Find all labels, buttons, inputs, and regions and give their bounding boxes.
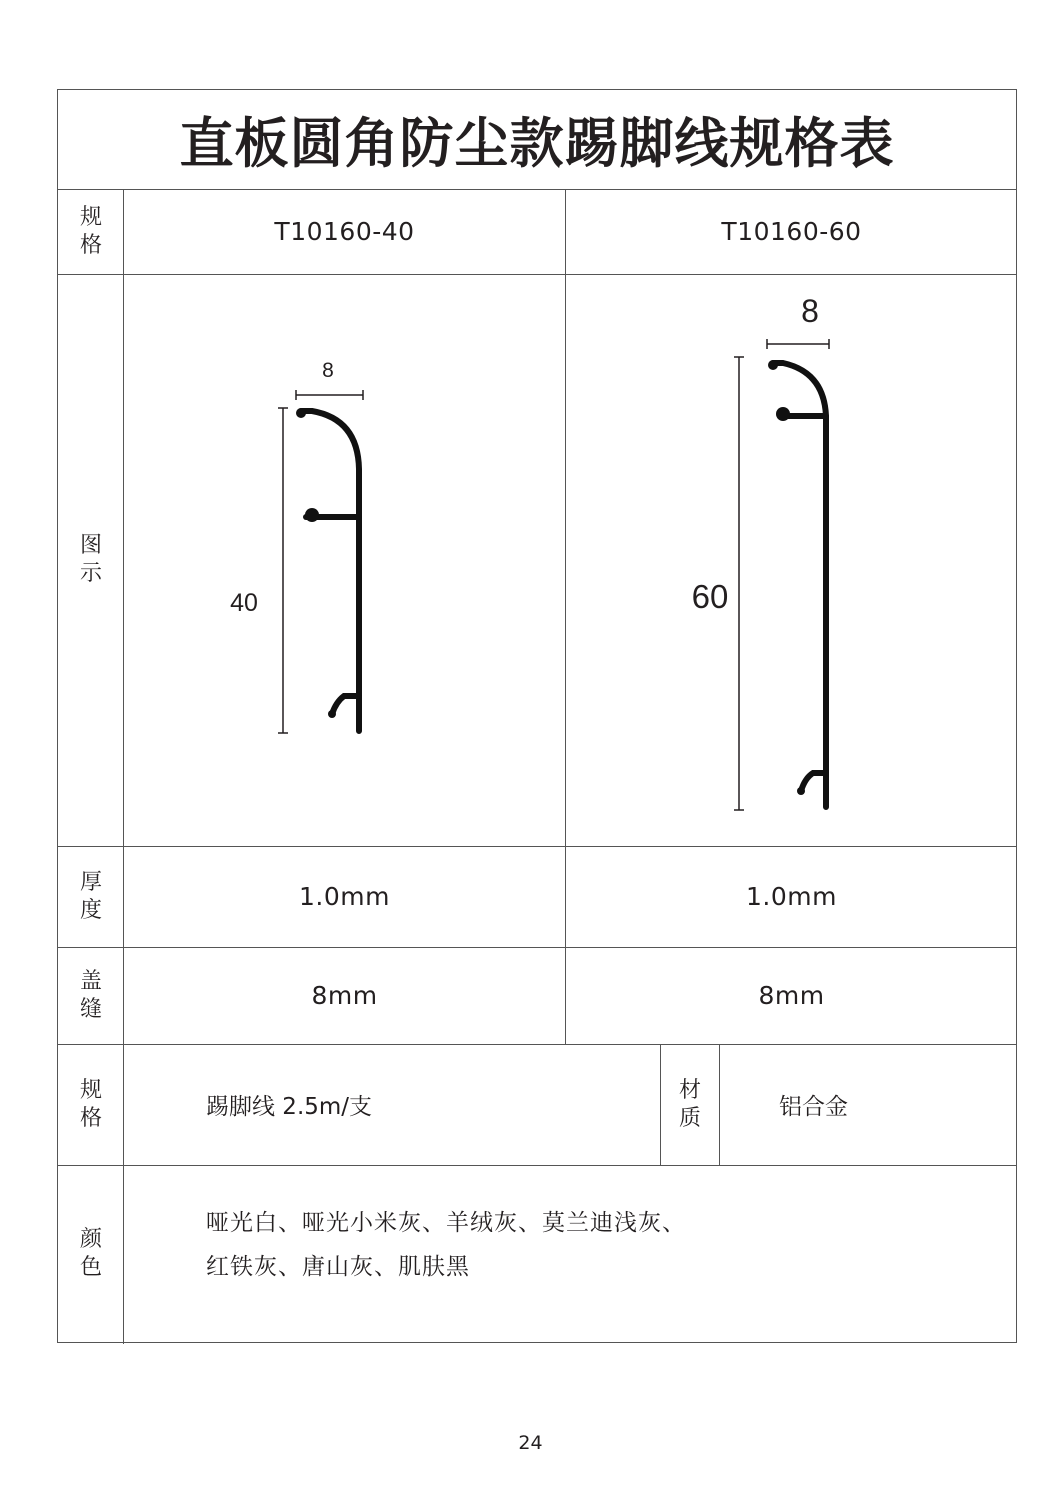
profile-knobs [296,408,336,718]
material-value: 铝合金 [779,1094,848,1120]
material-label-text: 材质 [678,1077,701,1131]
row-label-text: 颜色 [79,1227,102,1280]
profile-shape [301,411,359,731]
row-label-text: 厚度 [79,869,102,923]
height-dimension-label: 40 [230,589,258,617]
height-dimension-label: 60 [691,578,729,615]
thickness-value-1: 1.0mm [299,882,390,911]
row-label-text: 图示 [79,533,102,586]
profile-shape [773,363,826,807]
page-title: 直板圆角防尘款踢脚线规格表 [179,112,895,175]
row-label-cover [58,947,124,1044]
color-list-line-2: 红铁灰、唐山灰、肌肤黑 [206,1254,470,1280]
width-dimension-line [767,339,829,349]
row-label-text: 规格 [79,1077,102,1131]
divider [719,1044,720,1165]
cover-value-2: 8mm [758,981,825,1010]
profile-diagram-1 [124,274,565,846]
cover-value-1: 8mm [311,981,378,1010]
color-list-line-1: 哑光白、哑光小米灰、羊绒灰、莫兰迪浅灰、 [206,1210,686,1236]
height-dimension-line [278,408,288,733]
height-dimension-line [734,357,744,810]
material-label [661,1044,719,1165]
spec-table [57,89,1017,1343]
profile-diagram-2 [566,274,1017,846]
row-label-spec [58,189,124,274]
spec-length-value: 踢脚线 2.5m/支 [206,1094,373,1120]
row-label-spec-length [58,1044,124,1165]
row-label-text: 盖缝 [79,968,102,1022]
color-list [206,1201,996,1289]
width-dimension-label: 8 [322,359,334,382]
width-dimension-line [296,390,363,400]
profile-knobs [768,360,805,795]
row-label-diagram [58,274,124,846]
divider [58,1165,1016,1166]
row-label-text: 规格 [79,204,102,258]
model-name-1: T10160-40 [274,217,415,246]
thickness-value-2: 1.0mm [746,882,837,911]
model-name-2: T10160-60 [721,217,862,246]
width-dimension-label: 8 [801,293,819,329]
row-label-thickness [58,846,124,947]
page-number: 24 [518,1432,543,1454]
row-label-color [58,1165,124,1343]
